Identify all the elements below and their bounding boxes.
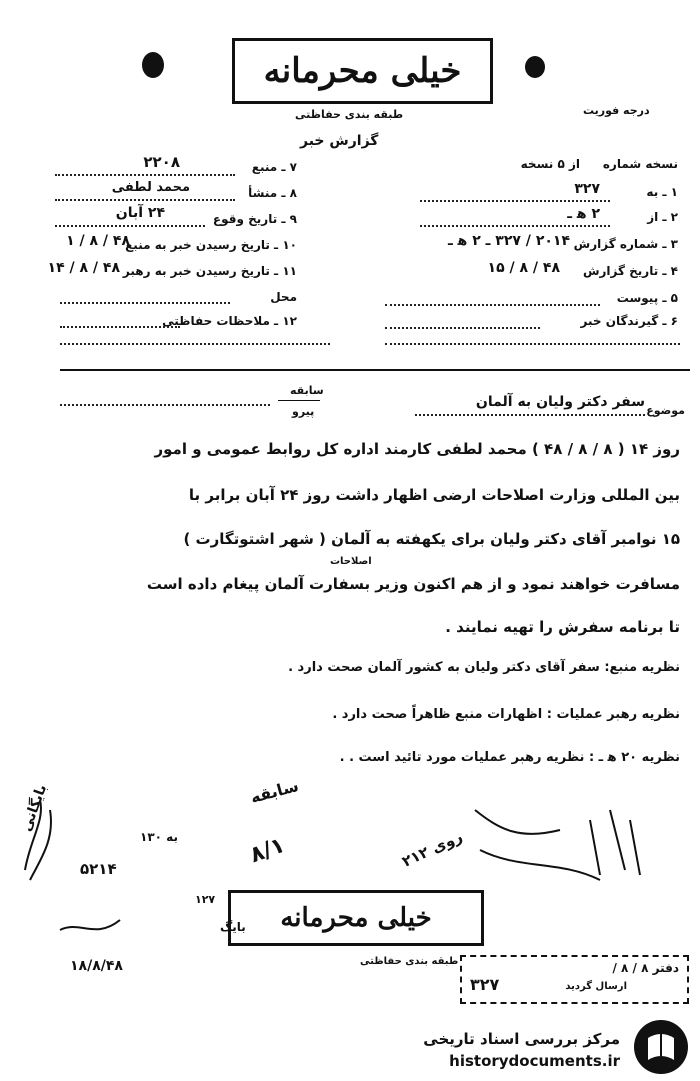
copy-number-extra: از ۵ نسخه xyxy=(520,157,580,171)
dispatch-stamp xyxy=(460,955,689,1004)
bottom-stamp-overwrite: بایگ xyxy=(220,920,246,934)
punch-hole-left xyxy=(142,52,164,78)
handwritten-note: سابقه xyxy=(248,775,301,808)
origin-dots xyxy=(55,199,235,201)
report-number-value: ۲۰۱۴ / ۳۲۷ ـ ۲ ه‍ ـ xyxy=(447,233,570,249)
body-insertion: اصلاحات xyxy=(330,556,372,567)
copy-number-label: نسخه شماره xyxy=(602,157,678,171)
body-line: نظریه رهبر عملیات : اظهارات منبع ظاهراً صحت دارد . xyxy=(332,707,680,722)
classification-stamp: خیلی محرمانه xyxy=(232,38,493,104)
leader-receipt-date-value: ۱۴ / ۸ / ۴۸ xyxy=(47,260,120,276)
handwritten-note: ۱۲۷ xyxy=(195,893,216,906)
report-date-value: ۱۵ / ۸ / ۴۸ xyxy=(487,260,560,276)
leader-receipt-date-label: ۱۱ ـ تاریخ رسیدن خبر به رهبر xyxy=(122,264,297,278)
occurrence-date-label: ۹ ـ تاریخ وقوع xyxy=(212,212,297,226)
subject-dots xyxy=(415,414,645,416)
location-label: محل xyxy=(270,290,297,304)
dispatch-line2: ارسال گردید xyxy=(565,981,627,992)
field-from-label: ۲ ـ از xyxy=(647,210,678,224)
field-to-dots xyxy=(420,200,610,202)
attachment-dots xyxy=(385,304,600,306)
handwritten-note: ۵۲۱۴ xyxy=(80,860,117,878)
recipients-dots-2 xyxy=(385,343,680,345)
urgency-label: درجه فوریت xyxy=(583,104,650,117)
watermark-logo xyxy=(632,1018,690,1076)
handwritten-note: روی ۲۱۲ xyxy=(399,827,466,871)
subject-value: سفر دکتر ولیان به آلمان xyxy=(475,394,645,410)
subject-side-divider xyxy=(278,400,320,401)
header-divider xyxy=(60,369,690,371)
dispatch-code: ۳۲۷ xyxy=(470,975,500,994)
security-notes-label: ۱۲ ـ ملاحظات حفاظتی xyxy=(162,314,297,328)
handwritten-note: به ۱۳۰ xyxy=(140,830,178,844)
occurrence-date-dots xyxy=(55,225,205,227)
watermark-url: historydocuments.ir xyxy=(449,1052,620,1070)
body-line: بین المللی وزارت اصلاحات ارضی اظهار داشت روز ۲۴ آبان برابر با xyxy=(188,486,680,504)
occurrence-date-value: ۲۴ آبان xyxy=(115,205,165,221)
source-receipt-date-value: ۱ / ۸ / ۴۸ xyxy=(66,233,130,249)
source-value: ۲۲۰۸ xyxy=(143,153,180,171)
source-dots xyxy=(55,174,235,176)
field-to-label: ۱ ـ به xyxy=(646,185,678,199)
body-line: مسافرت خواهند نمود و از هم اکنون وزیر بسفارت آلمان پیغام داده است xyxy=(146,575,680,593)
report-date-label: ۴ ـ تاریخ گزارش xyxy=(582,264,678,278)
recipients-dots xyxy=(385,327,540,329)
security-notes-dots-2 xyxy=(60,343,330,345)
source-label: ۷ ـ منبع xyxy=(251,160,297,174)
subject-side-top: سابقه xyxy=(290,384,324,397)
location-dots xyxy=(60,302,230,304)
handwritten-note: بایگانی xyxy=(18,782,51,834)
field-from-value: ۲ ه‍ ـ xyxy=(567,206,600,222)
classification-caption: طبقه بندی حفاظتی xyxy=(295,108,404,121)
origin-label: ۸ ـ منشأ xyxy=(248,186,297,200)
handwritten-note: ۱۸/۸/۴۸ xyxy=(70,958,123,974)
field-to-value: ۳۲۷ xyxy=(574,181,600,197)
origin-value: محمد لطفی xyxy=(111,180,190,195)
body-line: نظریه منبع: سفر آقای دکتر ولیان به کشور آلمان صحت دارد . xyxy=(288,660,680,675)
security-notes-dots xyxy=(60,326,180,328)
subject-label: موضوع xyxy=(646,404,685,417)
signature-scribbles xyxy=(0,780,700,980)
field-from-dots xyxy=(420,225,610,227)
attachment-label: ۵ ـ پیوست xyxy=(616,291,678,305)
body-line: روز ۱۴ ( ۸ / ۸ / ۴۸ ) محمد لطفی کارمند اداره کل روابط عمومی و امور xyxy=(154,440,680,458)
body-line: تا برنامه سفرش را تهیه نمایند . xyxy=(445,618,680,636)
body-line: نظریه ۲۰ ه‍ ـ : نظریه رهبر عملیات مورد تائید است . . xyxy=(339,750,680,765)
report-number-label: ۳ ـ شماره گزارش xyxy=(573,237,678,251)
subject-side-bottom: پیرو xyxy=(292,405,315,418)
watermark-name: مرکز بررسی اسناد تاریخی xyxy=(423,1030,620,1048)
handwritten-note: ۸/۱ xyxy=(246,832,289,869)
source-receipt-date-label: ۱۰ ـ تاریخ رسیدن خبر به منبع xyxy=(125,238,297,252)
report-title: گزارش خبر xyxy=(300,133,379,149)
body-line: ۱۵ نوامبر آقای دکتر ولیان برای یکهفته به آلمان ( شهر اشتوتگارت ) xyxy=(183,530,680,548)
bottom-stamp-caption: طبقه بندی حفاظتی xyxy=(360,956,459,967)
dispatch-line1: دفتر ۸ / ۸ / xyxy=(612,961,679,975)
recipients-label: ۶ ـ گیرندگان خبر xyxy=(580,314,678,328)
bottom-classification-stamp: خیلی محرمانه xyxy=(228,890,484,946)
subject-side-dots xyxy=(60,404,270,406)
punch-hole-right xyxy=(525,56,545,78)
